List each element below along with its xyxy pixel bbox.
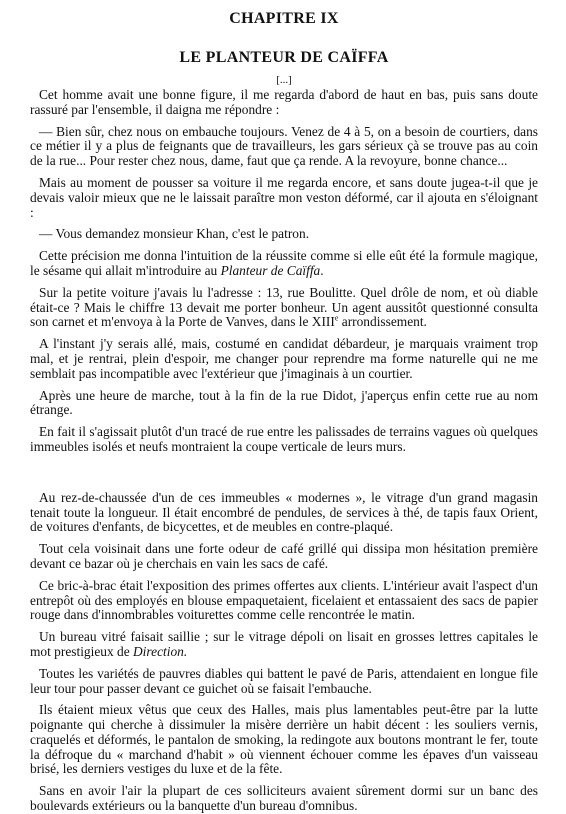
paragraph: Cet homme avait une bonne figure, il me regarda d'abord de haut en bas, puis sans doute rassuré par l'ensemble, il daigna me répondre : [30, 87, 538, 117]
paragraph-text: Un bureau vitré faisait saillie ; sur le vitrage dépoli on lisait en grosses lettres capitales le mot prestigieux de [30, 629, 538, 659]
direction-italic: Direction. [133, 643, 188, 659]
paragraph: — Bien sûr, chez nous on embauche toujours. Venez de 4 à 5, on a besoin de courtiers, dans ce métier il y a plus de feignants que de travailleurs, les gars sérieux çà se trouve pas au coin de la rue... Pour rester chez nous, dame, faut que ça rende. A la revoyure, bonne chance... [30, 123, 538, 169]
paragraph: En fait il s'agissait plutôt d'un tracé de rue entre les palissades de terrains vagues où quelques immeubles isolés et neufs montraient la coupe verticale de leurs murs. [30, 424, 538, 454]
chapter-title: LE PLANTEUR DE CAÏFFA [179, 49, 389, 66]
paragraph: Toutes les variétés de pauvres diables qui battent le pavé de Paris, attendaient en longue file leur tour pour passer devant ce guichet où se faisait l'embauche. [30, 665, 538, 696]
paragraph [30, 249, 538, 279]
paragraph: Ce bric-à-brac était l'exposition des primes offertes aux clients. L'intérieur avait l'aspect d'un entrepôt où des employés en blouse empaquetaient, ficelaient et entassaient des sacs de papier rouge dans d'innombrables voiturettes comme celle rencontrée le matin. [30, 577, 538, 623]
book-title-italic: Planteur de Caïffa [220, 262, 321, 278]
paragraph: Après une heure de marche, tout à la fin de la rue Didot, j'aperçus enfin cette rue au nom étrange. [30, 387, 538, 418]
chapter-heading: CHAPITRE IX [229, 10, 339, 27]
ordinal-superscript: e [334, 313, 339, 323]
paragraph-text: arrondissement. [338, 314, 427, 330]
paragraph: A l'instant j'y serais allé, mais, costumé en candidat débardeur, je marquais vraiment trop mal, et je rentrai, plein d'espoir, me changer pour reprendre ma forme naturelle qui ne me semblait pas incompatible avec l'extérieur que j'imaginais à un courtier. [30, 336, 538, 381]
paragraph [30, 630, 538, 660]
paragraph: Au rez-de-chaussée d'un de ces immeubles « modernes », le vitrage d'un grand magasin tenait toute la longueur. Il était encombré de pendules, de services à thé, de tapis faux Orient, de voitures d'enfants, de bicycettes, et de meubles en contre-plaqué. [30, 489, 538, 535]
paragraph: — Vous demandez monsieur Khan, c'est le patron. [39, 226, 310, 242]
paragraph: Ils étaient mieux vêtus que ceux des Halles, mais plus lamentables peut-être par la lutte poignante qui cherche à dissimuler la misère derrière un habit décent : les souliers vernis, craquelés et déformés, le pantalon de smoking, la redingote aux boutons montrant le fer, toute la défroque du « marchand d'habit » où viennent échouer comme les épaves d'un vaisseau brisé, les derniers vestiges du luxe et de la fête. [30, 702, 538, 777]
paragraph: Sans en avoir l'air la plupart de ces solliciteurs avaient sûrement dormi sur un banc des boulevards extérieurs ou la banquette d'un bureau d'omnibus. [30, 783, 538, 814]
section-break [30, 462, 538, 491]
paragraph-text: . [320, 262, 324, 278]
paragraph-text: Sur la petite voiture j'avais lu l'adresse : 13, rue Boulitte. Quel drôle de nom, et où diable était-ce ? Mais le chiffre 13 devait me porter bonheur. Un agent aussitôt questionné consulta son carnet et m'envoya à la Porte de Vanves, dans le XIII [30, 284, 538, 330]
paragraph: Mais au moment de pousser sa voiture il me regarda encore, et sans doute jugea-t-il que je devais valoir mieux que ne le laissait paraître mon veston déformé, car il ajouta en s'éloignant : [30, 174, 538, 220]
paragraph [30, 286, 538, 330]
paragraph-text: Cette précision me donna l'intuition de la réussite comme si elle eût été la formule magique, le sésame qui allait m'introduire au [30, 248, 538, 278]
paragraph: Tout cela voisinait dans une forte odeur de café grillé qui dissipa mon hésitation première devant ce bazar où je cherchais en vain les sacs de café. [30, 541, 538, 571]
ellipsis-marker: [...] [276, 74, 292, 86]
